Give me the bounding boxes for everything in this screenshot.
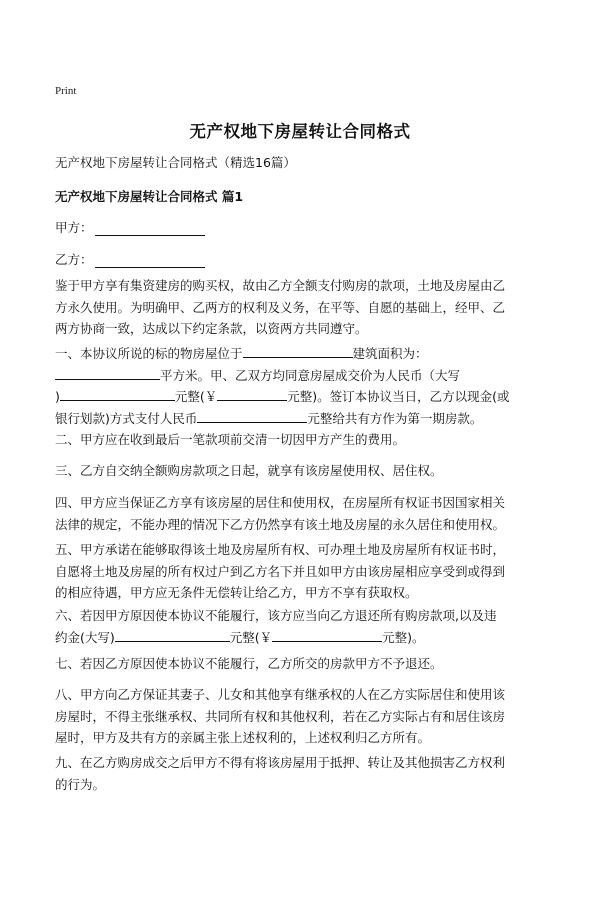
paragraph-line: 的相应待遇，甲方应无条件无偿转让给乙方，甲方不享有获取权。 [55, 585, 418, 600]
party-a-blank [95, 223, 205, 236]
paragraph-line: 七、若因乙方原因使本协议不能履行，乙方所交的房款甲方不予退还。 [55, 656, 443, 671]
paragraph-line [55, 365, 555, 387]
paragraph-line: 法律的规定，不能办理的情况下乙方仍然享有该土地及房屋的永久居住和使用权。 [55, 516, 506, 532]
paragraph-line: 六、若因甲方原因使本协议不能履行，该方应当向乙方退还所有购房款项,以及违 [55, 608, 497, 623]
clause-text: 建筑面积为： [352, 346, 428, 361]
penalty-words-blank [115, 629, 230, 642]
clause-text: 约金(大写) [55, 629, 115, 645]
clause-3 [55, 460, 555, 482]
clause-text: 元整(￥ [229, 629, 273, 645]
paragraph-line [55, 343, 555, 365]
paragraph-line: 四、甲方应当保证乙方享有该房屋的居住和使用权，在房屋所有权证书因国家相关 [55, 495, 506, 510]
price-number-blank [217, 388, 287, 401]
clause-8 [55, 684, 555, 749]
clause-text: 一、本协议所说的标的物房屋位于 [55, 346, 243, 361]
paragraph-line: 鉴于甲方享有集资建房的购买权，故由乙方全额支付购房的款项，土地及房屋由乙 [55, 278, 506, 293]
paragraph-line [55, 627, 555, 649]
penalty-number-blank [272, 629, 382, 642]
party-a-label: 甲方： [55, 220, 93, 235]
paragraph-line: 八、甲方向乙方保证其妻子、儿女和其他享有继承权的人在乙方实际居住和使用该 [55, 687, 506, 702]
paragraph-line: 方永久使用。为明确甲、乙两方的权利及义务，在平等、自愿的基础上，经甲、乙 [55, 299, 506, 315]
paragraph-line: 两方协商一致，达成以下约定条款，以资两方共同遵守。 [55, 321, 368, 336]
clause-text: 平方米。甲、乙双方均同意房屋成交价为人民币（大写 [160, 367, 461, 383]
paragraph-line: 五、甲方承诺在能够取得该土地及房屋所有权、可办理土地及房屋所有权证书时， [55, 542, 506, 557]
area-blank [55, 367, 160, 380]
document-subtitle: 无产权地下房屋转让合同格式（精选16篇） [55, 155, 296, 170]
clause-2 [55, 429, 555, 451]
paragraph-line: 九、在乙方购房成交之后甲方不得有将该房屋用于抵押、转让及其他损害乙方权利 [55, 755, 506, 770]
address-blank [243, 345, 353, 358]
print-link[interactable]: Print [55, 85, 77, 97]
paragraph-line: 房屋时，不得主张继承权、共同所有权和其他权利，若在乙方实际占有和居住该房 [55, 708, 506, 724]
first-payment-blank [197, 410, 307, 423]
party-b-blank [95, 255, 205, 268]
clause-text: 元整给共有方作为第一期房款。 [307, 410, 483, 426]
clause-text: 银行划款)方式支付人民币 [55, 410, 198, 426]
paragraph-line: 二、甲方应在收到最后一笔款项前交清一切因甲方产生的费用。 [55, 432, 406, 447]
paragraph-line [55, 408, 555, 430]
paragraph-line [55, 386, 555, 408]
paragraph-line: 三、乙方自交纳全额购房款项之日起，就享有该房屋使用权、居住权。 [55, 463, 443, 478]
intro-paragraph [55, 275, 555, 340]
section-heading: 无产权地下房屋转让合同格式 篇1 [55, 189, 244, 204]
clause-text: 元整)。 [382, 629, 425, 645]
clause-text: ) [55, 389, 60, 404]
price-words-blank [60, 388, 175, 401]
party-b-label: 乙方： [55, 252, 93, 267]
party-a-line [55, 218, 205, 236]
party-b-line [55, 250, 205, 268]
paragraph-line: 屋时，甲方及共有方的亲属主张上述权利的，上述权利归乙方所有。 [55, 730, 431, 745]
clause-6 [55, 605, 555, 648]
clause-text: 元整(￥ [174, 389, 218, 404]
paragraph-line: 自愿将土地及房屋的所有权过户到乙方名下并且如甲方由该房屋相应享受到或得到 [55, 563, 506, 579]
clause-7 [55, 653, 555, 675]
clause-4 [55, 492, 555, 535]
paragraph-line: 的行为。 [55, 776, 106, 792]
clause-5 [55, 539, 555, 604]
clause-9 [55, 752, 555, 795]
page-title: 无产权地下房屋转让合同格式 [189, 122, 411, 141]
clause-1 [55, 343, 555, 429]
clause-text: 元整)。签订本协议当日，乙方以现金(或 [287, 389, 510, 404]
